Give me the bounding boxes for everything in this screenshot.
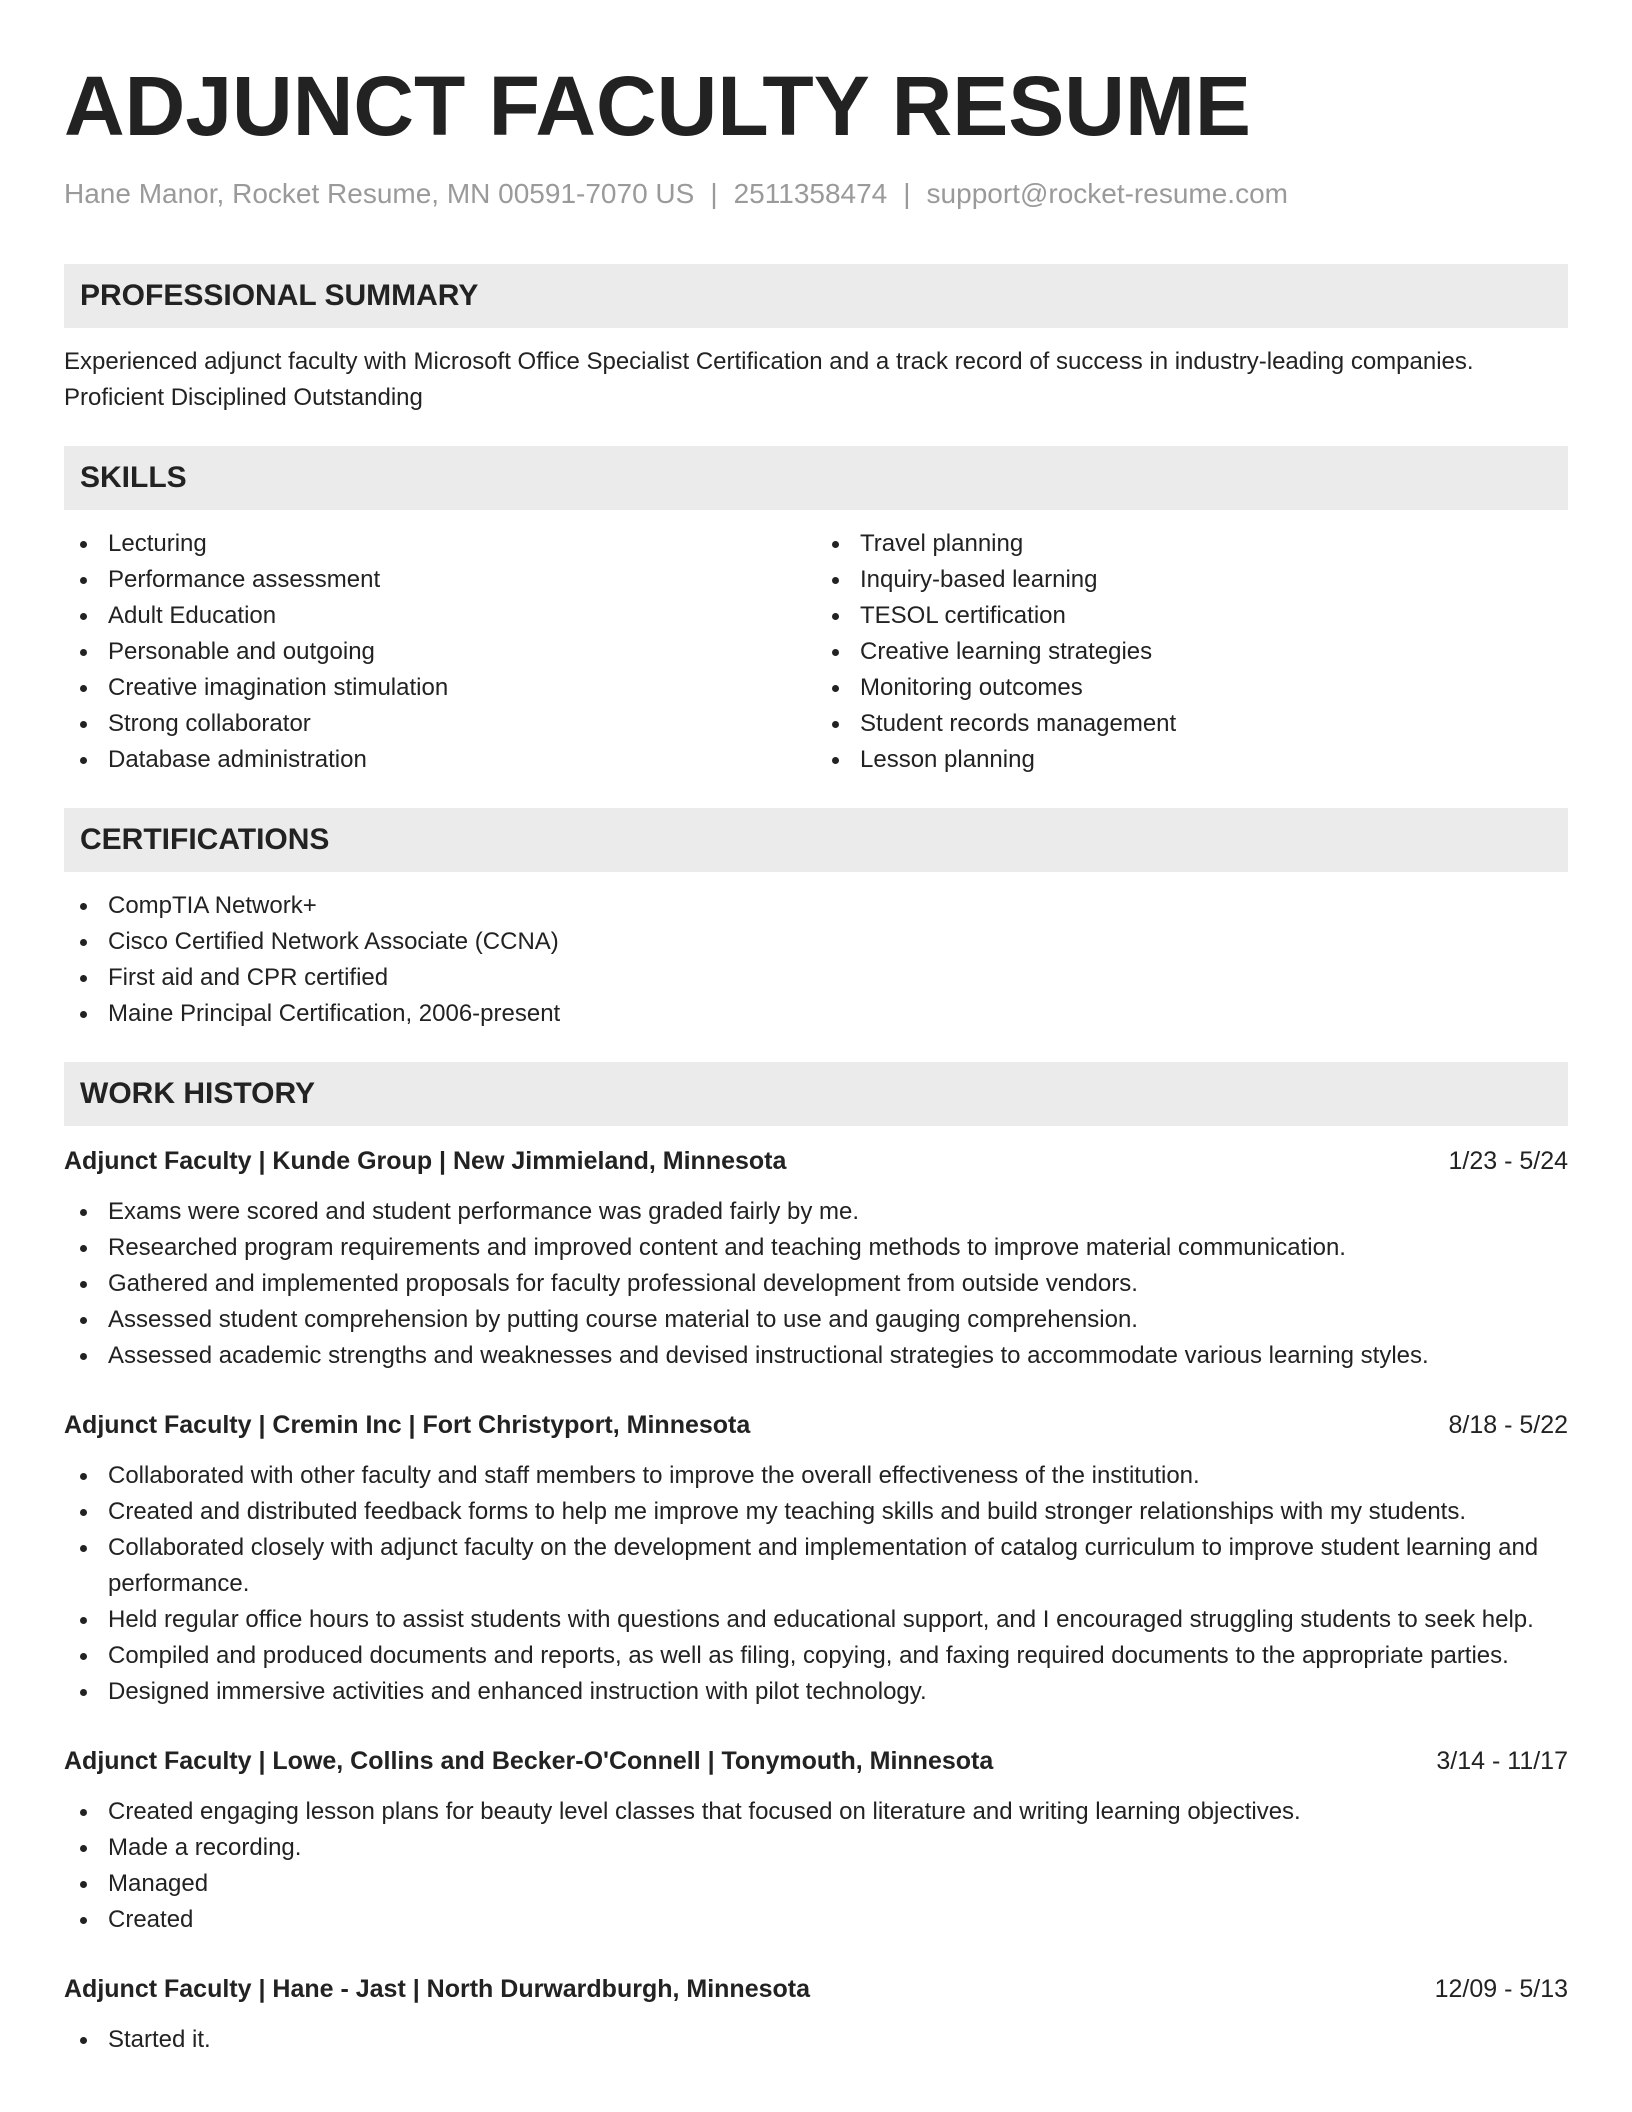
skill-item: Travel planning [816,526,1568,562]
section-heading-summary: PROFESSIONAL SUMMARY [64,264,1568,328]
job-bullet: Designed immersive activities and enhanced instruction with pilot technology. [64,1674,1568,1710]
job-bullet: Held regular office hours to assist students with questions and educational support, and I encouraged struggling students to seek help. [64,1602,1568,1638]
skill-item: Monitoring outcomes [816,670,1568,706]
job-entry [64,1972,1568,2058]
job-header [64,1744,1568,1778]
job-bullet: Started it. [64,2022,1568,2058]
job-bullet: Created engaging lesson plans for beauty level classes that focused on literature and writing learning objectives. [64,1794,1568,1830]
job-header [64,1972,1568,2006]
job-entry [64,1744,1568,1938]
skill-item: Strong collaborator [64,706,816,742]
contact-line [64,176,1568,212]
job-entry [64,1408,1568,1710]
skills-column-right [816,526,1568,778]
job-bullet: Made a recording. [64,1830,1568,1866]
skill-item: Database administration [64,742,816,778]
job-dates: 8/18 - 5/22 [1448,1411,1568,1439]
job-dates: 12/09 - 5/13 [1434,1975,1568,2003]
contact-address: Hane Manor, Rocket Resume, MN 00591-7070 US [64,178,695,209]
certification-item: CompTIA Network+ [64,888,1568,924]
job-title: Adjunct Faculty | Kunde Group | New Jimmieland, Minnesota [64,1147,787,1175]
resume-title: ADJUNCT FACULTY RESUME [64,59,1251,153]
job-header [64,1408,1568,1442]
job-bullet: Created [64,1902,1568,1938]
section-heading-skills: SKILLS [64,446,1568,510]
skills-list [64,510,1568,778]
section-heading-certifications: CERTIFICATIONS [64,808,1568,872]
contact-separator: | [710,178,718,209]
job-bullets [64,1194,1568,1374]
certification-item: First aid and CPR certified [64,960,1568,996]
job-bullet: Compiled and produced documents and reports, as well as filing, copying, and faxing required documents to the appropriate parties. [64,1638,1568,1674]
contact-email[interactable]: support@rocket-resume.com [926,178,1288,209]
contact-separator: | [903,178,911,209]
skill-item: Adult Education [64,598,816,634]
job-dates: 1/23 - 5/24 [1448,1147,1568,1175]
certifications-list [64,888,1568,1032]
job-bullet: Collaborated closely with adjunct faculty on the development and implementation of catalog curriculum to improve student learning and performance. [64,1530,1568,1602]
job-bullet: Researched program requirements and improved content and teaching methods to improve material communication. [64,1230,1568,1266]
skill-item: Personable and outgoing [64,634,816,670]
contact-phone: 2511358474 [733,178,888,209]
job-dates: 3/14 - 11/17 [1436,1747,1568,1775]
skill-item: Student records management [816,706,1568,742]
job-header [64,1144,1568,1178]
job-bullets [64,1458,1568,1710]
skill-item: TESOL certification [816,598,1568,634]
job-title: Adjunct Faculty | Cremin Inc | Fort Christyport, Minnesota [64,1411,751,1439]
section-heading-work-history: WORK HISTORY [64,1062,1568,1126]
skill-item: Lesson planning [816,742,1568,778]
job-bullet: Gathered and implemented proposals for faculty professional development from outside vendors. [64,1266,1568,1302]
job-title: Adjunct Faculty | Hane - Jast | North Durwardburgh, Minnesota [64,1975,810,2003]
job-bullet: Created and distributed feedback forms to help me improve my teaching skills and build stronger relationships with my students. [64,1494,1568,1530]
certification-item: Maine Principal Certification, 2006-present [64,996,1568,1032]
job-bullets [64,2022,1568,2058]
skill-item: Creative learning strategies [816,634,1568,670]
skill-item: Performance assessment [64,562,816,598]
skill-item: Lecturing [64,526,816,562]
job-bullets [64,1794,1568,1938]
job-bullet: Assessed academic strengths and weaknesses and devised instructional strategies to accommodate various learning styles. [64,1338,1568,1374]
job-title: Adjunct Faculty | Lowe, Collins and Becker-O'Connell | Tonymouth, Minnesota [64,1747,994,1775]
certification-item: Cisco Certified Network Associate (CCNA) [64,924,1568,960]
job-bullet: Exams were scored and student performance was graded fairly by me. [64,1194,1568,1230]
job-bullet: Collaborated with other faculty and staff members to improve the overall effectiveness of the institution. [64,1458,1568,1494]
job-bullet: Assessed student comprehension by putting course material to use and gauging comprehension. [64,1302,1568,1338]
job-entry [64,1144,1568,1374]
skills-column-left [64,526,816,778]
skill-item: Inquiry-based learning [816,562,1568,598]
summary-text: Experienced adjunct faculty with Microsoft Office Specialist Certification and a track record of success in industry-leading companies. Proficient Disciplined Outstanding [64,348,1474,411]
job-bullet: Managed [64,1866,1568,1902]
skill-item: Creative imagination stimulation [64,670,816,706]
